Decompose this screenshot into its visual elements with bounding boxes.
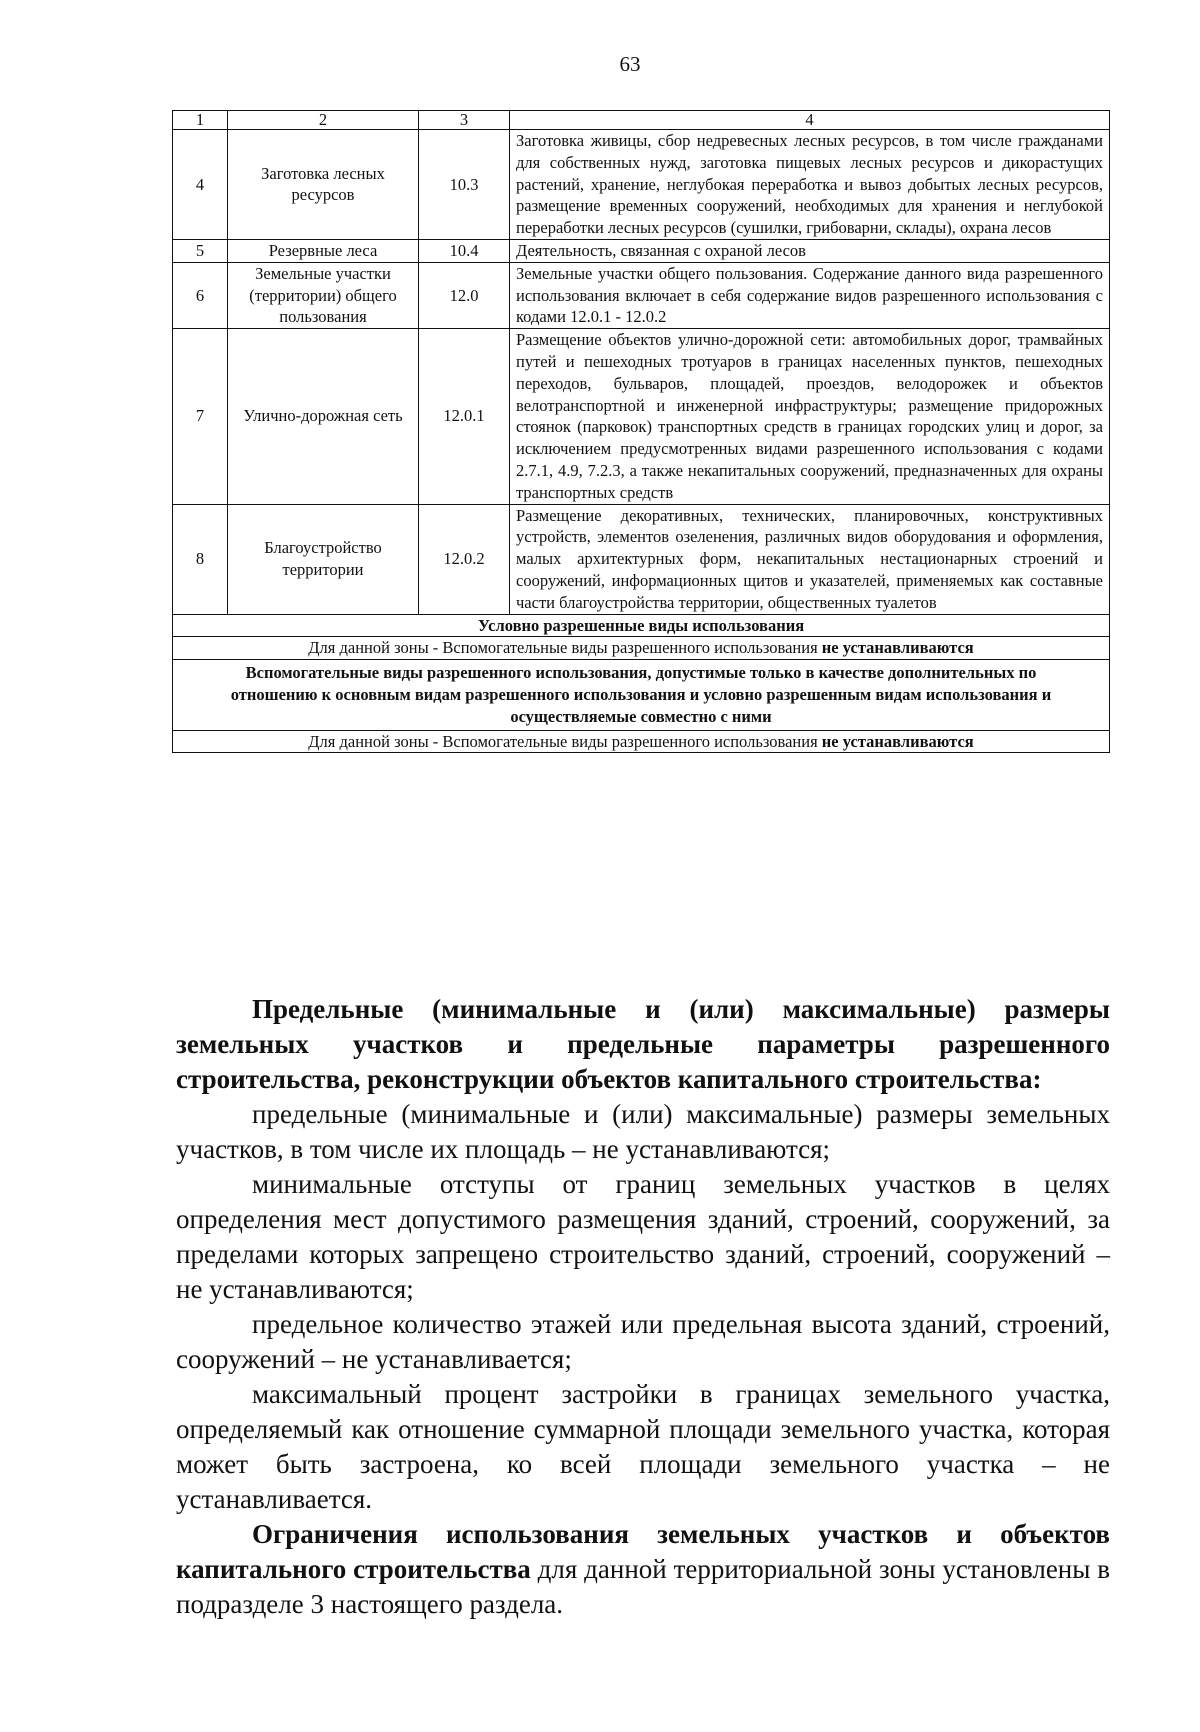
use-description <box>510 239 1110 262</box>
note-emphasis: не устанавливаются <box>821 731 974 751</box>
use-name: Благоустройство территории <box>228 504 419 614</box>
note-text: Для данной зоны - Вспомогательные виды разрешенного использования <box>308 638 822 658</box>
row-number: 4 <box>173 130 228 240</box>
use-name: Резервные леса <box>228 239 419 262</box>
use-description <box>510 262 1110 328</box>
use-code: 10.4 <box>419 239 510 262</box>
use-description-text: Земельные участки общего пользования. Содержание данного вида разрешенного использования включает в себя содержание видов разрешенного использования с кодами 12.0.1 - 12.0.2 <box>516 263 1103 327</box>
use-code: 12.0 <box>419 262 510 328</box>
header-cell: 4 <box>510 111 1110 130</box>
table-row <box>173 660 1110 730</box>
use-description <box>510 504 1110 614</box>
header-cell: 1 <box>173 111 228 130</box>
conditional-uses-note <box>173 637 1110 660</box>
table-row <box>173 504 1110 614</box>
table-row <box>173 239 1110 262</box>
paragraph: минимальные отступы от границ земельных участков в целях определения мест допустимого размещения зданий, строений, сооружений, за пределами которых запрещено строительство зданий, строений, сооружений – не устанавливаются; <box>176 1169 1110 1304</box>
restrictions-text: для данной территориальной зоны установлены в подразделе 3 настоящего раздела. <box>176 1554 1110 1619</box>
use-name: Улично-дорожная сеть <box>228 329 419 504</box>
use-description-text: Размещение декоративных, технических, планировочных, конструктивных устройств, элементов озеленения, различных видов оборудования и оформления, малых архитектурных форм, некапитальных нестационарных строений и сооружений, информационных щитов и указателей, применяемых как составные части благоустройства территории, общественных туалетов <box>516 505 1103 612</box>
use-name: Заготовка лесных ресурсов <box>228 130 419 240</box>
row-number: 7 <box>173 329 228 504</box>
paragraph: предельное количество этажей или предельная высота зданий, строений, сооружений – не устанавливается; <box>176 1309 1110 1374</box>
section-heading: Предельные (минимальные и (или) максимальные) размеры земельных участков и предельные параметры разрешенного строительства, реконструкции объектов капитального строительства: <box>176 994 1110 1094</box>
conditional-uses-heading: Условно разрешенные виды использования <box>173 614 1110 637</box>
auxiliary-uses-heading: Вспомогательные виды разрешенного использования, допустимые только в качестве дополнительных по отношению к основным видам разрешенного использования и условно разрешенным видам использования и осуществляемые совместно с ними <box>173 660 1110 730</box>
use-description-text: Заготовка живицы, сбор недревесных лесных ресурсов, в том числе гражданами для собственных нужд, заготовка пищевых лесных ресурсов и дикорастущих растений, хранение, неглубокая переработка и вывоз добытых лесных ресурсов, размещение временных сооружений, необходимых для хранения и неглубокой переработки лесных ресурсов (сушилки, грибоварни, склады), охрана лесов <box>516 131 1103 238</box>
table-row <box>173 130 1110 240</box>
row-number: 6 <box>173 262 228 328</box>
use-code: 12.0.2 <box>419 504 510 614</box>
header-cell: 3 <box>419 111 510 130</box>
use-description-text: Деятельность, связанная с охраной лесов <box>516 240 806 260</box>
regulations-text <box>176 992 1110 1622</box>
use-description-text: Размещение объектов улично-дорожной сети: автомобильных дорог, трамвайных путей и пешеходных тротуаров в границах населенных пунктов, пешеходных переходов, бульваров, площадей, проездов, велодорожек и объектов велотранспортной и инженерной инфраструктуры; размещение придорожных стоянок (парковок) транспортных средств в границах городских улиц и дорог, за исключением предусмотренных видами разрешенного использования с кодами 2.7.1, 4.9, 7.2.3, а также некапитальных сооружений, предназначенных для охраны транспортных средств <box>516 330 1103 502</box>
restrictions-paragraph <box>176 1517 1110 1622</box>
use-code: 12.0.1 <box>419 329 510 504</box>
table-row <box>173 637 1110 660</box>
note-text: Для данной зоны - Вспомогательные виды разрешенного использования <box>308 731 822 751</box>
page-number: 63 <box>619 52 641 76</box>
paragraph: максимальный процент застройки в границах земельного участка, определяемый как отношение суммарной площади земельного участка, которая может быть застроена, ко всей площади земельного участка – не устанавливается. <box>176 1379 1110 1514</box>
table-row <box>173 614 1110 637</box>
table-header-row <box>173 111 1110 130</box>
row-number: 5 <box>173 239 228 262</box>
paragraph: предельные (минимальные и (или) максимальные) размеры земельных участков, в том числе их площадь – не устанавливаются; <box>176 1099 1110 1164</box>
table-row <box>173 329 1110 504</box>
row-number: 8 <box>173 504 228 614</box>
use-description <box>510 130 1110 240</box>
note-emphasis: не устанавливаются <box>821 638 974 658</box>
use-code: 10.3 <box>419 130 510 240</box>
use-description <box>510 329 1110 504</box>
auxiliary-uses-note <box>173 730 1110 753</box>
restrictions-bold: Ограничения использования земельных участков и объектов капитального строительства <box>176 1519 1110 1584</box>
land-use-table <box>172 110 1110 753</box>
use-name: Земельные участки (территории) общего пользования <box>228 262 419 328</box>
header-cell: 2 <box>228 111 419 130</box>
table-row <box>173 262 1110 328</box>
table-row <box>173 730 1110 753</box>
